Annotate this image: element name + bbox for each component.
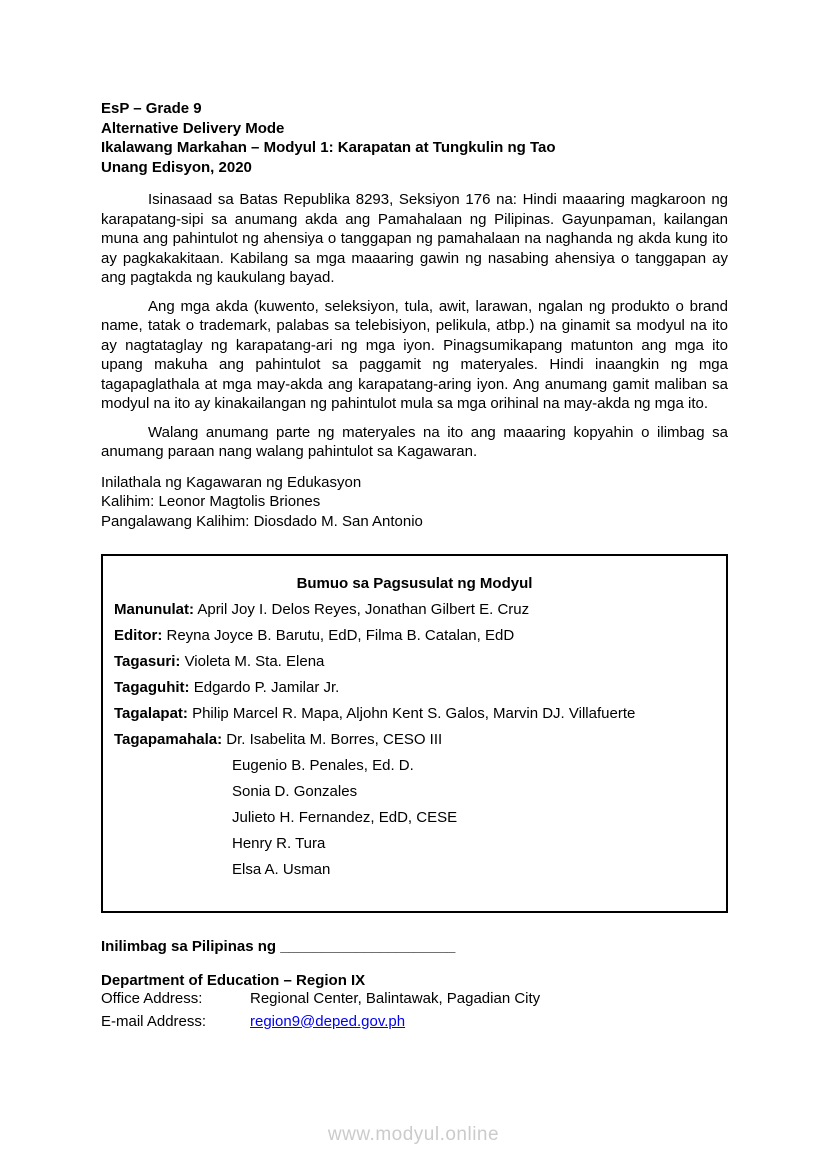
credits-label: Tagasuri:	[114, 653, 181, 670]
credits-value: Dr. Isabelita M. Borres, CESO III	[226, 731, 443, 748]
credits-row-editor	[114, 627, 715, 644]
email-link[interactable]: region9@deped.gov.ph	[250, 1012, 406, 1030]
publisher-line: Inilathala ng Kagawaran ng Edukasyon	[101, 473, 362, 491]
department-name: Department of Education – Region IX	[101, 971, 366, 989]
office-address-row	[101, 990, 728, 1008]
tagapamahala-name: Sonia D. Gonzales	[232, 783, 358, 800]
module-header	[101, 99, 728, 177]
copyright-paragraph-2: Ang mga akda (kuwento, seleksiyon, tula, awit, larawan, ngalan ng produkto o brand name, tatak o trademark, palabas sa telebisiyon, pelikula, atbp.) na ginamit sa modyul na ito ay nagtataglay ng karapatang-ari ng mga iyon. Pinagsumikapang matunton ang mga ito upang makuha ang pahintulot sa paggamit ng materyales. Hindi inaangkin ng mga tagapaglathala at mga may-akda ang karapatang-aring iyon. Ang anumang gamit maliban sa modyul na ito ay kinakailangan ng pahintulot mula sa mga orihinal na may-akda ng mga ito.	[101, 297, 728, 412]
printing-line	[101, 937, 728, 957]
credits-row-manunulat	[114, 601, 715, 618]
module-subject-line: EsP – Grade 9	[101, 100, 202, 117]
printing-label: Inilimbag sa Pilipinas ng	[101, 938, 281, 955]
credits-label: Editor:	[114, 627, 163, 644]
copyright-section	[101, 190, 728, 462]
tagapamahala-name: Elsa A. Usman	[232, 861, 331, 878]
tagapamahala-name: Julieto H. Fernandez, EdD, CESE	[232, 809, 458, 826]
secretary-line: Kalihim: Leonor Magtolis Briones	[101, 493, 321, 510]
copyright-paragraph-1: Isinasaad sa Batas Republika 8293, Seksiyon 176 na: Hindi maaaring magkaroon ng karapatang-sipi sa anumang akda ang Pamahalaan ng Pilipinas. Gayunpaman, kailangan muna ang pahintulot ng ahensiya o tanggapan ng pamahalaan na naghanda ng akda kung ito ay pagkakakitaan. Kabilang sa mga maaaring gawin ng nasabing ahensiya o tanggapan ay ang pagtakda ng kaukulang bayad.	[101, 191, 728, 286]
credits-value: Philip Marcel R. Mapa, Aljohn Kent S. Galos, Marvin DJ. Villafuerte	[192, 705, 636, 722]
printing-blank-line: _____________________	[280, 938, 456, 955]
office-address-value: Regional Center, Balintawak, Pagadian City	[250, 989, 541, 1007]
module-edition-line: Unang Edisyon, 2020	[101, 158, 252, 176]
credits-label: Tagaguhit:	[114, 679, 190, 696]
page-content	[101, 99, 728, 1031]
email-address-label: E-mail Address:	[101, 1012, 207, 1030]
module-title-line: Ikalawang Markahan – Modyul 1: Karapatan at Tungkulin ng Tao	[101, 139, 556, 156]
credits-box	[101, 554, 728, 913]
office-address-label: Office Address:	[101, 989, 203, 1007]
credits-value: Violeta M. Sta. Elena	[184, 653, 325, 670]
tagapamahala-name: Henry R. Tura	[232, 835, 326, 852]
watermark-text: www.modyul.online	[327, 1124, 500, 1145]
contact-section	[101, 972, 728, 1031]
credits-row-tagaguhit	[114, 679, 715, 696]
credits-value: April Joy I. Delos Reyes, Jonathan Gilbert E. Cruz	[197, 601, 530, 618]
credits-label: Tagapamahala:	[114, 731, 223, 748]
credits-label: Manunulat:	[114, 601, 194, 618]
credits-label: Tagalapat:	[114, 705, 188, 722]
credits-row-tagapamahala	[114, 731, 715, 748]
module-delivery-mode-line: Alternative Delivery Mode	[101, 119, 285, 137]
credits-row-tagalapat	[114, 705, 715, 722]
credits-value: Edgardo P. Jamilar Jr.	[193, 679, 340, 696]
credits-value: Reyna Joyce B. Barutu, EdD, Filma B. Catalan, EdD	[166, 627, 515, 644]
email-address-row	[101, 1013, 728, 1031]
tagapamahala-name: Eugenio B. Penales, Ed. D.	[232, 757, 414, 774]
publisher-section	[101, 473, 728, 532]
copyright-paragraph-3: Walang anumang parte ng materyales na ito ang maaaring kopyahin o ilimbag sa anumang paraan nang walang pahintulot sa Kagawaran.	[101, 423, 728, 460]
credits-row-tagasuri	[114, 653, 715, 670]
credits-box-title: Bumuo sa Pagsusulat ng Modyul	[296, 575, 533, 592]
undersecretary-line: Pangalawang Kalihim: Diosdado M. San Antonio	[101, 512, 423, 530]
